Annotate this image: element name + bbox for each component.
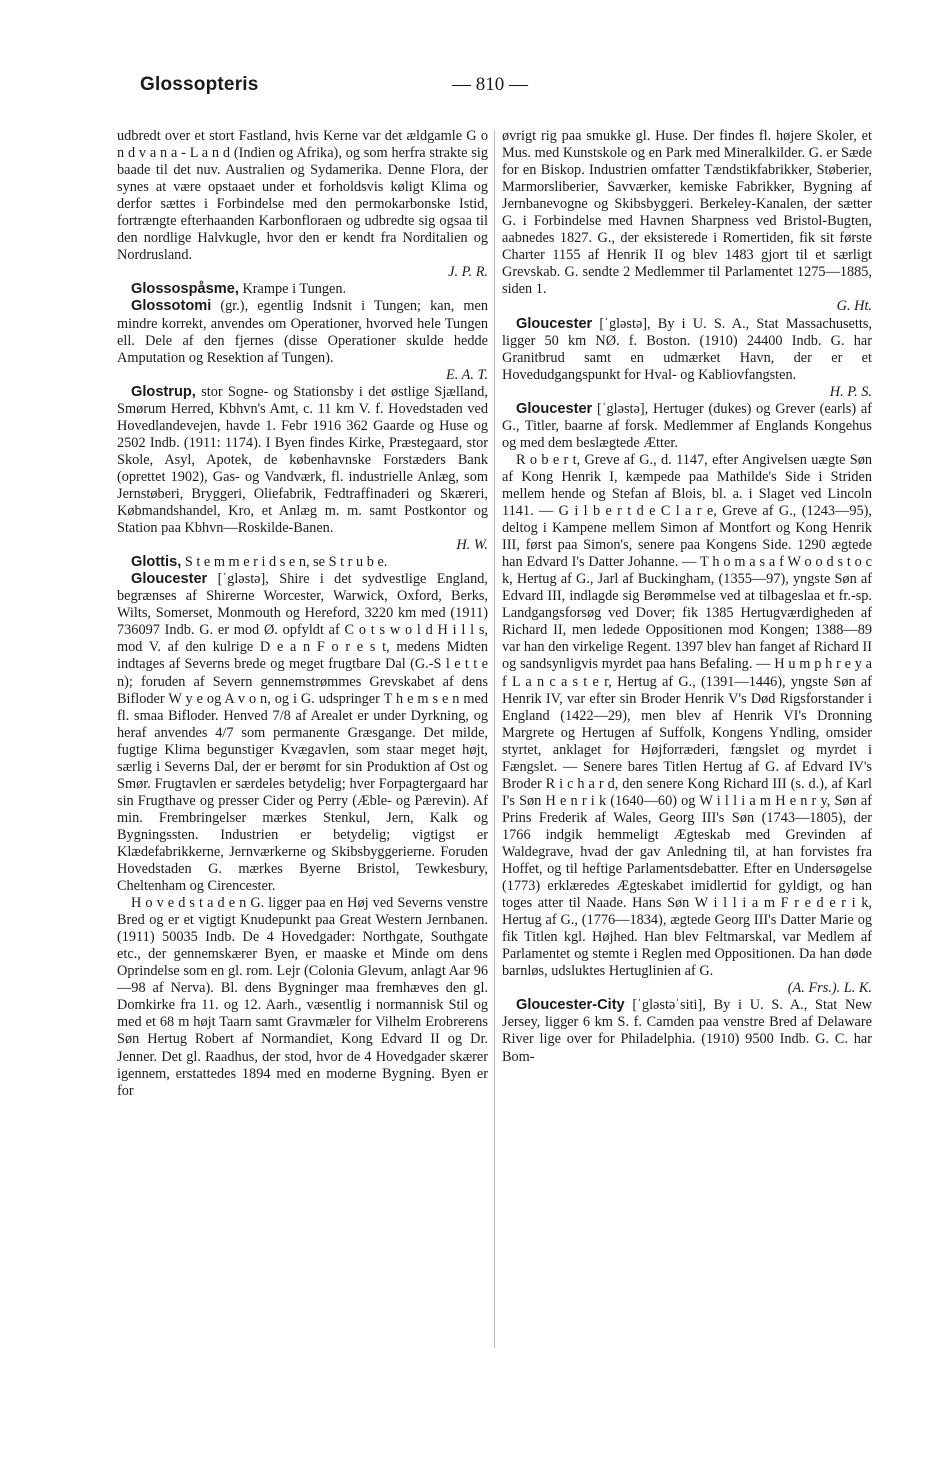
entry-glottis: Glottis, S t e m m e r i d s e n, se S t r u b e.	[131, 554, 388, 571]
author-signature: (A. Frs.). L. K.	[787, 980, 872, 997]
author-signature: H. W.	[456, 537, 488, 554]
running-headword: Glossopteris	[140, 74, 259, 95]
paragraph-hovedstaden: H o v e d s t a d e n G. ligger paa en Høj ved Severns venstre Bred og er et vigtigt Knudepunkt paa Great Western Jernbanen. (1911) 50035 Indb. De 4 Hovedgader: Northgate, Southgate etc., der gennemskærer Byen, er maaske et Minde om dens Oprindelse som en gl. rom. Lejr (Colonia Glevum, anlagt Aar 96—98 af Nerva). Bl. dens Bygninger maa fremhæves den gl. Domkirke fra 11. og 12. Aarh., væsentlig i normannisk Stil og med et 68 m højt Taarn samt Gravmæler for Vilhelm Erobrerens Søn Hertug Robert af Normandiet, Kong Edvard II og Dr. Jenner. Det gl. Raadhus, der stod, hvor de 4 Hovedgader skærer igennem, erstattedes 1894 med en moderne Bygning. Byen er for	[117, 895, 488, 1099]
continuation-paragraph: øvrigt rig paa smukke gl. Huse. Der findes fl. højere Skoler, et Mus. med Kunstskole og en Park med Mineralkilder. G. er Sæde for en Biskop. Industrien omfatter Tændstikfabrikker, Støberier, Marmorsliberier, Savværker, kemiske Fabrikker, Bygning af Jernbanevogne og Skibsbyggeri. Berkeley-Kanalen, der sætter G. i Forbindelse med Havnen Sharpness ved Bristol-Bugten, aabnedes 1827. G., der eksisterede i Romertiden, fik sit første Charter 1155 af Henrik II og blev 1483 gjort til et særligt Grevskab. G. sendte 2 Medlemmer til Parlamentet 1275—1885, siden 1.	[502, 128, 872, 298]
entry-headword: Glossotomi	[131, 298, 212, 315]
left-column	[117, 128, 488, 1100]
paragraph-robert: R o b e r t, Greve af G., d. 1147, efter Angivelsen uægte Søn af Kong Henrik I, kæmpede paa Mathilde's Side i Striden mellem hende og Stefan af Blois, bl. a. i Slaget ved Lincoln 1141. — G i l b e r t d e C l a r e, Greve af G., (1243—95), deltog i Kampene mellem Simon af Montfort og Kong Henrik III, først paa Simon's, senere paa Kongens Side. 1290 ægtede han Edvard I's Datter Johanne. — T h o m a s a f W o o d s t o c k, Hertug af G., Jarl af Buckingham, (1355—97), yngste Søn af Edvard III, indlagde sig Berømmelse ved at tilbageslaa et fr.-sp. Landgangsforsøg ved Dover; fik 1385 Hertugværdigheden af Richard II, men ledede Oppositionen mod Kongen; 1388—89 var han den virkelige Regent. 1397 blev han fanget af Richard II og sandsynligvis myrdet paa hans Befaling. — H u m p h r e y a f L a n c a s t e r, Hertug af G., (1391—1446), yngste Søn af Henrik IV, var efter sin Broder Henrik V's Død Rigsforstander i England (1422—29), men blev af Henrik VI's Dronning Margrete og Hertugen af Suffolk, Kongens Yndling, omsider styrtet, anklaget for Højforræderi, fængslet og myrdet i Fængslet. — Senere bares Titlen Hertug af G. af Edvard IV's Broder R i c h a r d, den senere Kong Richard III (s. d.), af Karl I's Søn H e n r i k (1640—60) og W i l l i a m H e n r y, Søn af Prins Frederik af Wales, Georg III's Søn (1743—1805), der 1766 indgik hemmeligt Ægteskab med Grevinden af Waldegrave, hvad der gav Anledning til, at han forvistes fra Hoffet, og til heftige Parlamentsdebatter. Efter en Undersøgelse (1773) erklæredes Ægteskabet imidlertid for gyldigt, og han toges atter til Naade. Hans Søn W i l l i a m F r e d e r i k, Hertug af G., (1776—1834), ægtede Georg III's Datter Marie og fik Titlen kgl. Højhed. Han blev Feltmarskal, var Medlem af Parlamentet og stemte i Reglen med Oppositionen. Da han døde barnløs, udsluktes Hertuglinien af G.	[502, 451, 872, 980]
running-header	[140, 74, 876, 98]
entry-headword: Glossospåsme,	[131, 281, 239, 298]
entry-headword: Gloucester	[516, 315, 593, 332]
entry-headword: Glottis,	[131, 554, 182, 571]
entry-headword: Glostrup,	[131, 383, 196, 400]
entry-gloucester-massachusetts: Gloucester [ˈgləstə], By i U. S. A., Stat Massachusetts, ligger 50 km NØ. f. Boston. (1910) 24400 Indb. G. har Granitbrud samt en udmærket Havn, der er et Hovedudgangspunkt for Hval- og Kabliovfangsten.	[502, 315, 872, 383]
author-signature: G. Ht.	[836, 298, 872, 315]
entry-gloucester-dukes: Gloucester [ˈgləstə], Hertuger (dukes) og Grever (earls) af G., Titler, baarne af forsk. Medlemmer af Englands Kongehus og med dem beslægtede Ætter.	[502, 400, 872, 451]
column-divider	[494, 130, 495, 1348]
entry-glossotomi: Glossotomi (gr.), egentlig Indsnit i Tungen; kan, men mindre korrekt, anvendes om Operationer, hvorved hele Tungen ell. Dele af den fjernes (disse Operationer skulde hedde Amputation og Resektion af Tungen).	[117, 298, 488, 366]
author-signature: J. P. R.	[448, 264, 488, 281]
entry-headword: Gloucester	[516, 400, 593, 417]
continuation-paragraph: udbredt over et stort Fastland, hvis Kerne var det ældgamle G o n d v a n a - L a n d (Indien og Afrika), og som herfra strakte sig baade til det nuv. Australien og Sydamerika. Denne Flora, der synes at være opstaaet under et forholdsvis køligt Klima og derfor sættes i Forbindelse med den permokarbonske Istid, fortrængte efterhaanden Karbonfloraen og udbredte sig ogsaa til den nordlige Halvkugle, hvor den er kendt fra Norditalien og Nordrusland.	[117, 128, 488, 264]
entry-headword: Gloucester-City	[516, 997, 625, 1014]
entry-gloucester-shire: Gloucester [ˈgləstə], Shire i det sydvestlige England, begrænses af Shirerne Worcester, Warwick, Oxford, Berks, Wilts, Somerset, Monmouth og Hereford, 3220 km med (1911) 736097 Indb. G. er mod Ø. opfyldt af C o t s w o l d H i l l s, mod V. af den kulrige D e a n F o r e s t, medens Midten indtages af Severns brede og meget frugtbare Dal (G.-S l e t t e n); foruden af Severn gennemstrømmes Grevskabet af dens Bifloder W y e og A v o n, og i G. udspringer T h e m s e n med fl. smaa Bifloder. Henved 7/8 af Arealet er under Dyrkning, og heraf anvendes 4/7 som permanente Græsgange. Det milde, fugtige Klima begunstiger Kvægavlen, som staar meget højt, særlig i Severns Dal, der er berømt for sin Produktion af Ost og Smør. Frugtavlen er særdeles betydelig; hver Forpagtergaard har sin Frugthave og presser Cider og Perry (Æble- og Pærevin). Af min. Frembringelser mærkes Stenkul, Jern, Kalk og Bygningssten. Industrien er betydelig; vigtigst er Klædefabrikkerne, Jernværkerne og Skibsbyggerierne. Foruden Hovedstaden G. mærkes Byerne Bristol, Tewkesbury, Cheltenham og Cirencester.	[117, 571, 488, 895]
author-signature: E. A. T.	[446, 366, 488, 383]
entry-headword: Gloucester	[131, 571, 208, 588]
entry-gloucester-city: Gloucester-City [ˈgləstəˈsiti], By i U. S. A., Stat New Jersey, ligger 6 km S. f. Camden paa venstre Bred af Delaware River lige over for Philadelphia. (1910) 9500 Indb. G. C. har Bom-	[502, 997, 872, 1065]
right-column	[502, 128, 872, 1066]
entry-glostrup: Glostrup, stor Sogne- og Stationsby i det østlige Sjælland, Smørum Herred, Kbhvn's Amt, c. 11 km V. f. Hovedstaden ved Hovedlandevejen, havde 1. Febr 1916 362 Gaarde og Huse og 2502 Indb. (1911: 1174). I Byen findes Kirke, Præstegaard, stor Skole, Asyl, Apotek, de københavnske Forstæders Bank (oprettet 1902), Gas- og Vandværk, fl. industrielle Anlæg, som Jernstøberi, Bryggeri, Oliefabrik, Fedtraffinaderi og Skæreri, Købmandshandel, Kro, et Anlæg m. m. samt Postkontor og Station paa Kbhvn—Roskilde-Banen.	[117, 383, 488, 537]
author-signature: H. P. S.	[829, 383, 872, 400]
entry-glossospasme: Glossospåsme, Krampe i Tungen.	[131, 281, 347, 298]
page-number: — 810 —	[452, 74, 528, 95]
